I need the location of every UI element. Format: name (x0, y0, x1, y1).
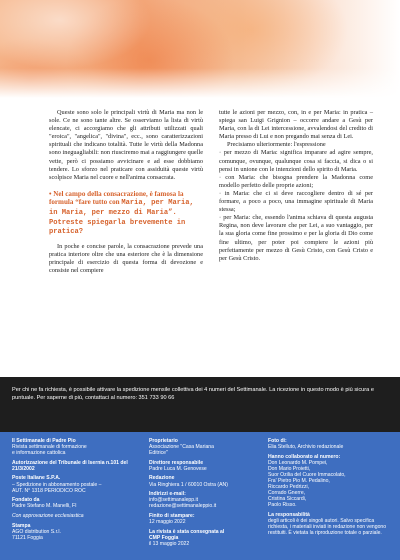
colophon-heading: Poste Italiane S.P.A. (12, 475, 61, 482)
question-text-part1: Nel campo della consacrazione, è famosa la formula “fare tutto con (49, 189, 184, 207)
colophon-block (12, 460, 140, 472)
colophon-line: Corrado Gnerre, (268, 490, 306, 497)
colophon-heading: Autorizzazione del Tribunale di Isernia n.101 del 21/3/2002 (12, 459, 128, 472)
colophon-heading: Foto di: (268, 438, 287, 444)
question-bullet: • (49, 189, 52, 198)
colophon-line: AGO distribution S.r.l. (12, 528, 61, 535)
colophon-line: AUT. N° 1318 PERIODICO ROC (12, 487, 86, 494)
colophon-column-1 (12, 438, 140, 544)
colophon-block (268, 512, 392, 536)
colophon-block (12, 475, 140, 493)
colophon-line: 12 maggio 2022 (149, 519, 186, 526)
colophon-block (149, 529, 234, 547)
answer-paragraph-continued: tutte le azioni per mezzo, con, in e per Maria: in pratica – spiega san Luigi Grignion – occorre andare a Gesù per Maria, con la di Lei intercessione, avvalendosi del credito di Maria presso di Lui e non pregando mai senza di Lei. (219, 109, 373, 141)
interview-question (49, 190, 203, 237)
colophon-line: Padre Stefano M. Manelli, FI (12, 503, 77, 510)
colophon-block (149, 438, 234, 456)
question-formula: Maria, per Maria, in Maria, per mezzo di Maria”. (49, 199, 194, 218)
colophon-line: il 13 maggio 2022 (149, 540, 190, 547)
colophon-line: Riccardo Pedrizzi, (268, 484, 310, 491)
colophon-column-2 (149, 438, 234, 550)
colophon-column-3 (268, 438, 392, 540)
colophon-heading: Redazione (149, 475, 175, 482)
colophon-line: Cristina Siccardi, (268, 496, 307, 503)
colophon-block (149, 513, 234, 525)
colophon-line: – Spedizione in abbonamento postale – (12, 481, 102, 488)
email-link[interactable]: redazione@settimanaleppio.it (149, 503, 217, 510)
colophon-block (12, 497, 140, 509)
answer-list-item: · per mezzo di Maria: significa imparare ad agire sempre, comunque, ovunque, qualunque cosa si faccia, si dica o si pensi in unione con le intenzioni dello spirito di Maria. (219, 149, 373, 173)
colophon-line: Elia Stelluto, Archivio redazionale (268, 444, 344, 451)
colophon-block (12, 523, 140, 541)
colophon-heading: Il Settimanale di Padre Pio (12, 438, 76, 444)
colophon-line: Paolo Risso. (268, 502, 297, 509)
colophon-line: degli articoli è dei singoli autori. Salvo specifica richiesta, i materiali inviati in redazione non vengono restituiti. È vietata la riproduzione totale o parziale. (268, 518, 387, 537)
answer-list-item: · in Maria: che ci si deve raccogliere dentro di sé per formare, a poco a poco, una immagine spirituale di Maria stessa; (219, 189, 373, 214)
answer-list-item: · per Maria: che, essendo l'anima schiava di questa augusta Regina, non deve lavorare che per Lei, a suo vantaggio, per la sua gloria come fine prossimo e per la gloria di Dio come fine ultimo, per poter poi compiere le azioni più perfettamente per mezzo di Gesù Cristo, con Gesù Cristo e per Gesù Cristo. (219, 214, 373, 262)
colophon-heading: La responsabilità (268, 512, 310, 519)
colophon-block (268, 454, 392, 509)
colophon-line: Via Ringhiera 1 / 60010 Ostra (AN) (149, 481, 228, 488)
colophon-heading: Hanno collaborato al numero: (268, 453, 341, 460)
question-text-part2: Potreste spiegarla brevemente in pratica? (49, 218, 186, 237)
email-link[interactable]: info@settimanalepp.it (149, 497, 199, 504)
colophon-heading: Stampa (12, 522, 31, 529)
colophon-footer (0, 432, 400, 560)
colophon-line: Fra' Pietro Pio M. Pedalino, (268, 478, 330, 485)
colophon-line: Padre Luca M. Genovese (149, 465, 207, 472)
colophon-line: 71121 Foggia (12, 534, 43, 541)
colophon-block (149, 475, 234, 487)
colophon-heading: Direttore responsabile (149, 459, 204, 466)
answer-paragraph: In poche e concise parole, la consacrazione prevede una pratica interiore oltre che una esteriore che è la dimensione principale di esercizio di questa forma di devozione e consiste nel compiere (49, 242, 203, 275)
answer-list-item: · con Maria: che bisogna prendere la Madonna come modello perfetto delle proprie azioni; (219, 173, 373, 189)
colophon-block (268, 438, 392, 450)
colophon-block (149, 460, 234, 472)
colophon-line: Don Mario Proietti, (268, 465, 311, 472)
colophon-note: Con approvazione ecclesiastica (12, 512, 84, 519)
colophon-line: Don Leonardo M. Pompei, (268, 459, 328, 466)
colophon-block (12, 513, 140, 519)
colophon-line: Suor Ozilia del Cuore Immacolato, (268, 471, 346, 478)
answer-paragraph: Precisiamo ulteriormente: l'espressione (227, 141, 326, 149)
article-paragraph: Queste sono solo le principali virtù di Maria ma non le sole. Ce ne sono tante altre. Se osserviamo la lista di virtù elencate, ci accorgiamo che gli attributi utilizzati quali "eroica", "angelica", "divina", ecc., sono caratterizzazioni spirituali che indicano totalità. Tutte le virtù della Madonna sono ineguagliabili: non riusciremo mai a raggiungere quelle vette, però ci possiamo avvicinare e ad esse dobbiamo tendere. Lo sforzo nel praticare con assiduità queste virtù scolpisce Maria nel cuore e nell'anima consacrata. (49, 109, 203, 181)
delivery-notice (0, 377, 400, 432)
colophon-heading: Finito di stampare: (149, 512, 195, 519)
colophon-line: Associazione "Casa Mariana Editrice" (149, 444, 214, 457)
colophon-heading: Indirizzi e-mail: (149, 491, 186, 498)
colophon-heading: Proprietario (149, 438, 178, 444)
article-column-left (49, 109, 203, 275)
hero-flower-image (0, 0, 400, 98)
colophon-line: e informazione cattolica (12, 450, 66, 457)
colophon-block (149, 491, 234, 509)
colophon-block (12, 438, 140, 456)
article-column-right (219, 109, 373, 263)
delivery-notice-text: Per chi ne fa richiesta, è possibile attivare la spedizione mensile collettiva dei 4 numeri del Settimanale. La ricezione in questo modo è più sicura e puntuale. Per saperne di più, contattaci al numero: 351 733 90 66 (12, 387, 374, 401)
colophon-heading: La rivista è stata consegnata al CMP Foggia (149, 528, 225, 541)
colophon-heading: Fondato da (12, 497, 40, 504)
colophon-line: Rivista settimanale di formazione (12, 444, 87, 451)
